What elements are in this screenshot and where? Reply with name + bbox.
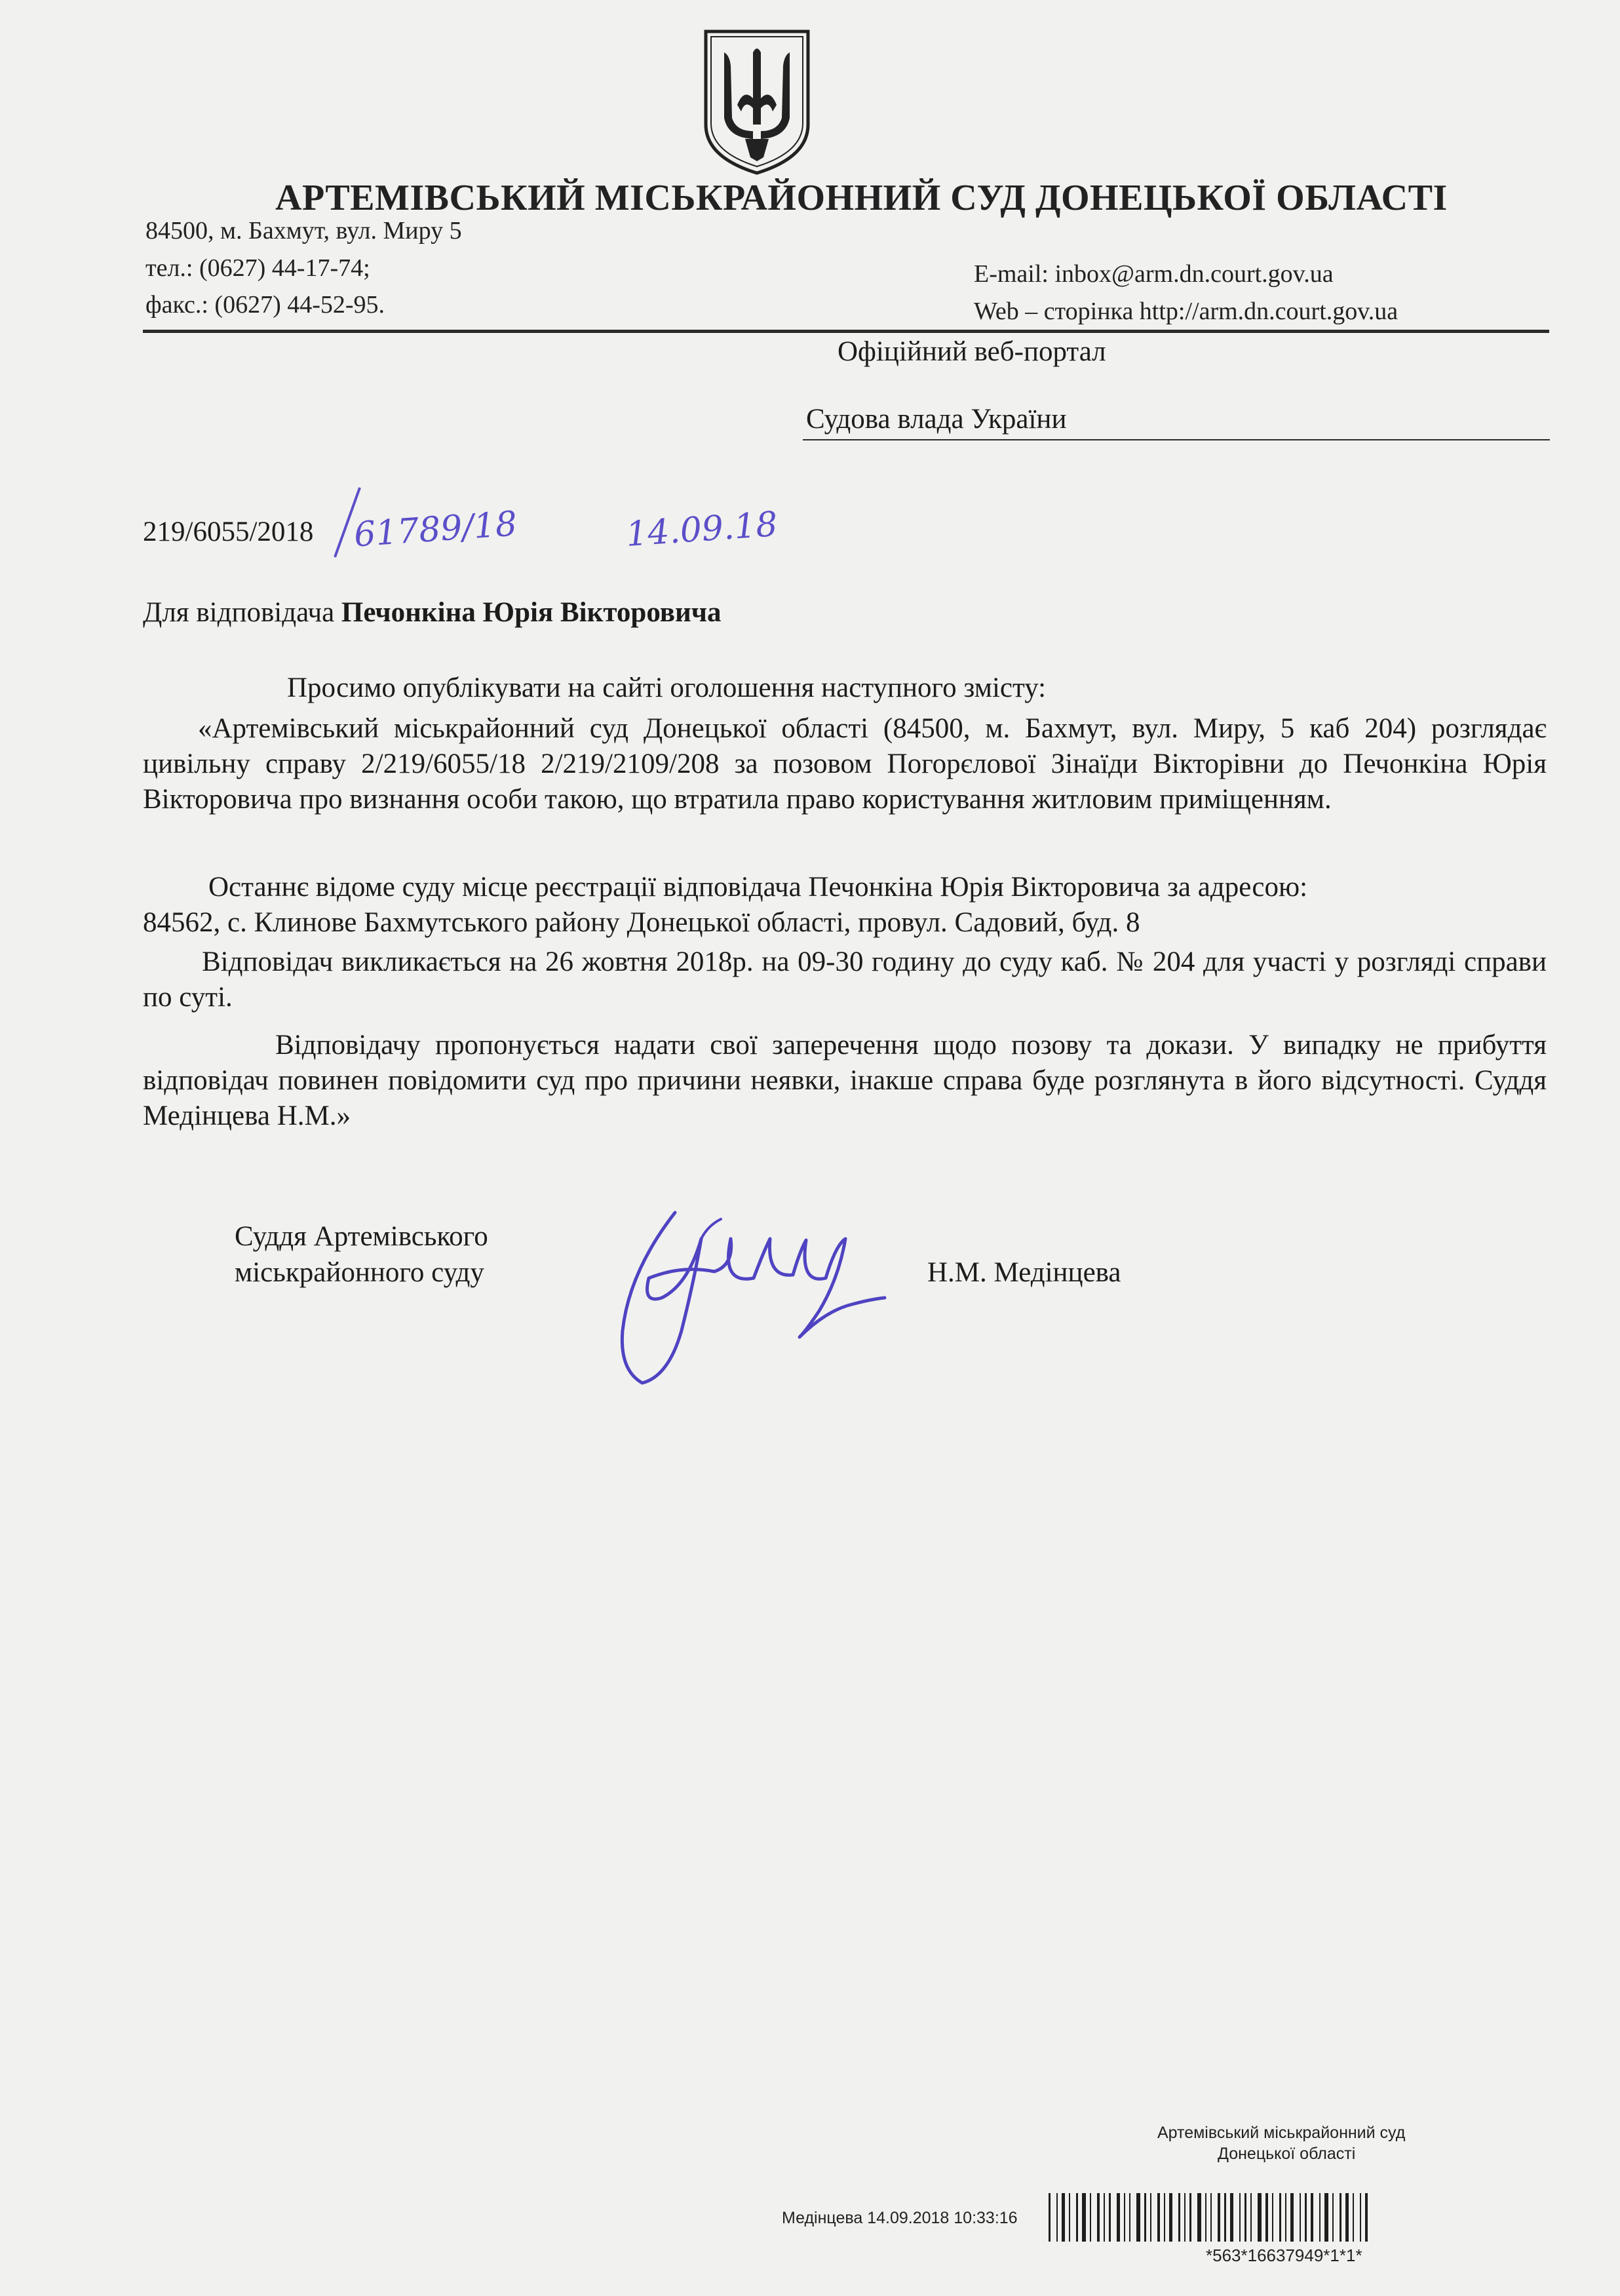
barcode-bar <box>1124 2193 1125 2242</box>
barcode-bar <box>1062 2193 1065 2242</box>
handwritten-signature <box>603 1199 891 1396</box>
registration-stamp: Медінцева 14.09.2018 10:33:16 <box>782 2209 1018 2227</box>
recipient-name: Печонкіна Юрія Вікторовича <box>341 597 722 628</box>
barcode-bar <box>1365 2193 1368 2242</box>
barcode-bar <box>1239 2193 1241 2242</box>
addressee-portal: Офіційний веб-портал <box>838 336 1106 367</box>
court-address: 84500, м. Бахмут, вул. Миру 5 <box>145 217 462 244</box>
barcode-bar <box>1184 2193 1186 2242</box>
court-title: АРТЕМІВСЬКИЙ МІСЬКРАЙОННИЙ СУД ДОНЕЦЬКОЇ ОБЛАСТІ <box>275 178 1448 218</box>
handwritten-registration-number: 61789/18 <box>353 504 518 555</box>
barcode-bar <box>1056 2193 1058 2242</box>
footer-court-line-1: Артемівський міськрайонний суд <box>1157 2124 1406 2142</box>
barcode-bar <box>1290 2193 1294 2242</box>
barcode-bar <box>1189 2193 1191 2242</box>
barcode-bar <box>1360 2193 1361 2242</box>
barcode-bar <box>1279 2193 1281 2242</box>
barcode-bar <box>1353 2193 1354 2242</box>
reference-number: 219/6055/2018 <box>143 516 314 547</box>
barcode-text: *563*16637949*1*1* <box>1206 2246 1362 2265</box>
addressee-name: Судова влада України <box>806 404 1067 435</box>
barcode-bar <box>1230 2193 1233 2242</box>
barcode-bar <box>1224 2193 1226 2242</box>
footer-court-line-2: Донецької області <box>1218 2145 1356 2163</box>
recipient-line <box>143 595 722 631</box>
court-website: Web – сторінка http://arm.dn.court.gov.ua <box>974 298 1398 325</box>
signer-title-line-2: міськрайонного суду <box>235 1257 484 1288</box>
recipient-prefix: Для відповідача <box>143 597 335 628</box>
barcode-bar <box>1104 2193 1105 2242</box>
announcement-paragraph-4: Відповідачу пропонується надати свої заперечення щодо позову та докази. У випадку не прибуття відповідач повинен повідомити суд про причини неявки, інакше справа буде розглянута в його відсутності. Суддя Медінцева Н.М.» <box>143 1030 1547 1131</box>
barcode-bar <box>1178 2193 1180 2242</box>
barcode-bar <box>1197 2193 1201 2242</box>
barcode-bar <box>1332 2193 1334 2242</box>
barcode-bar <box>1117 2193 1120 2242</box>
announcement-paragraph-3: Відповідач викликається на 26 жовтня 2018р. на 09-30 годину до суду каб. № 204 для участі у розгляді справи по суті. <box>143 946 1547 1013</box>
barcode-bar <box>1109 2193 1111 2242</box>
barcode-bar <box>1272 2193 1273 2242</box>
barcode-bar <box>1319 2193 1321 2242</box>
barcode-bar <box>1210 2193 1212 2242</box>
barcode-bar <box>1345 2193 1349 2242</box>
barcode-bar <box>1049 2193 1051 2242</box>
barcode-bar <box>1324 2193 1328 2242</box>
barcode-bar <box>1144 2193 1146 2242</box>
court-fax: факс.: (0627) 44-52-95. <box>145 291 385 319</box>
barcode-bar <box>1250 2193 1252 2242</box>
barcode-bar <box>1300 2193 1301 2242</box>
header-rule <box>143 330 1549 333</box>
court-email: E-mail: inbox@arm.dn.court.gov.ua <box>974 260 1334 288</box>
barcode-bar <box>1169 2193 1172 2242</box>
court-phone: тел.: (0627) 44-17-74; <box>145 254 370 282</box>
barcode-bar <box>1164 2193 1165 2242</box>
barcode-bar <box>1285 2193 1286 2242</box>
barcode-bar <box>1097 2193 1100 2242</box>
barcode-bar <box>1136 2193 1140 2242</box>
addressee-underline <box>803 439 1550 440</box>
barcode-bar <box>1150 2193 1151 2242</box>
signer-name: Н.М. Медінцева <box>927 1257 1121 1288</box>
barcode-bar <box>1305 2193 1307 2242</box>
barcode-bar <box>1205 2193 1206 2242</box>
barcode-bar <box>1340 2193 1341 2242</box>
barcode-bar <box>1076 2193 1078 2242</box>
handwritten-date: 14.09.18 <box>625 504 779 555</box>
barcode-bar <box>1311 2193 1313 2242</box>
barcode-bar <box>1157 2193 1160 2242</box>
barcode-bar <box>1129 2193 1130 2242</box>
signer-title-line-1: Суддя Артемівського <box>235 1221 488 1252</box>
barcode-bar <box>1069 2193 1070 2242</box>
barcode <box>1049 2189 1540 2245</box>
coat-of-arms-icon <box>698 26 816 177</box>
barcode-bar <box>1082 2193 1086 2242</box>
barcode-bar <box>1090 2193 1091 2242</box>
publication-request: Просимо опублікувати на сайті оголошення наступного змісту: <box>287 672 1047 703</box>
barcode-bar <box>1265 2193 1268 2242</box>
barcode-bar <box>1218 2193 1220 2242</box>
announcement-paragraph-2-line-2: 84562, с. Клинове Бахмутського району Донецької області, провул. Садовий, буд. 8 <box>143 907 1140 938</box>
barcode-bar <box>1258 2193 1262 2242</box>
announcement-paragraph-1: «Артемівський міськрайонний суд Донецької області (84500, м. Бахмут, вул. Миру, 5 каб 204) розглядає цивільну справу 2/219/6055/18 2/219/2109/208 за позовом Погорєлової Зінаїди Вікторівни до Печонкіна Юрія Вікторовича про визнання особи такою, що втратила право користування житловим приміщенням. <box>143 713 1547 815</box>
announcement-paragraph-2-line-1: Останнє відоме суду місце реєстрації відповідача Печонкіна Юрія Вікторовича за адресою: <box>208 872 1308 903</box>
barcode-bar <box>1244 2193 1246 2242</box>
